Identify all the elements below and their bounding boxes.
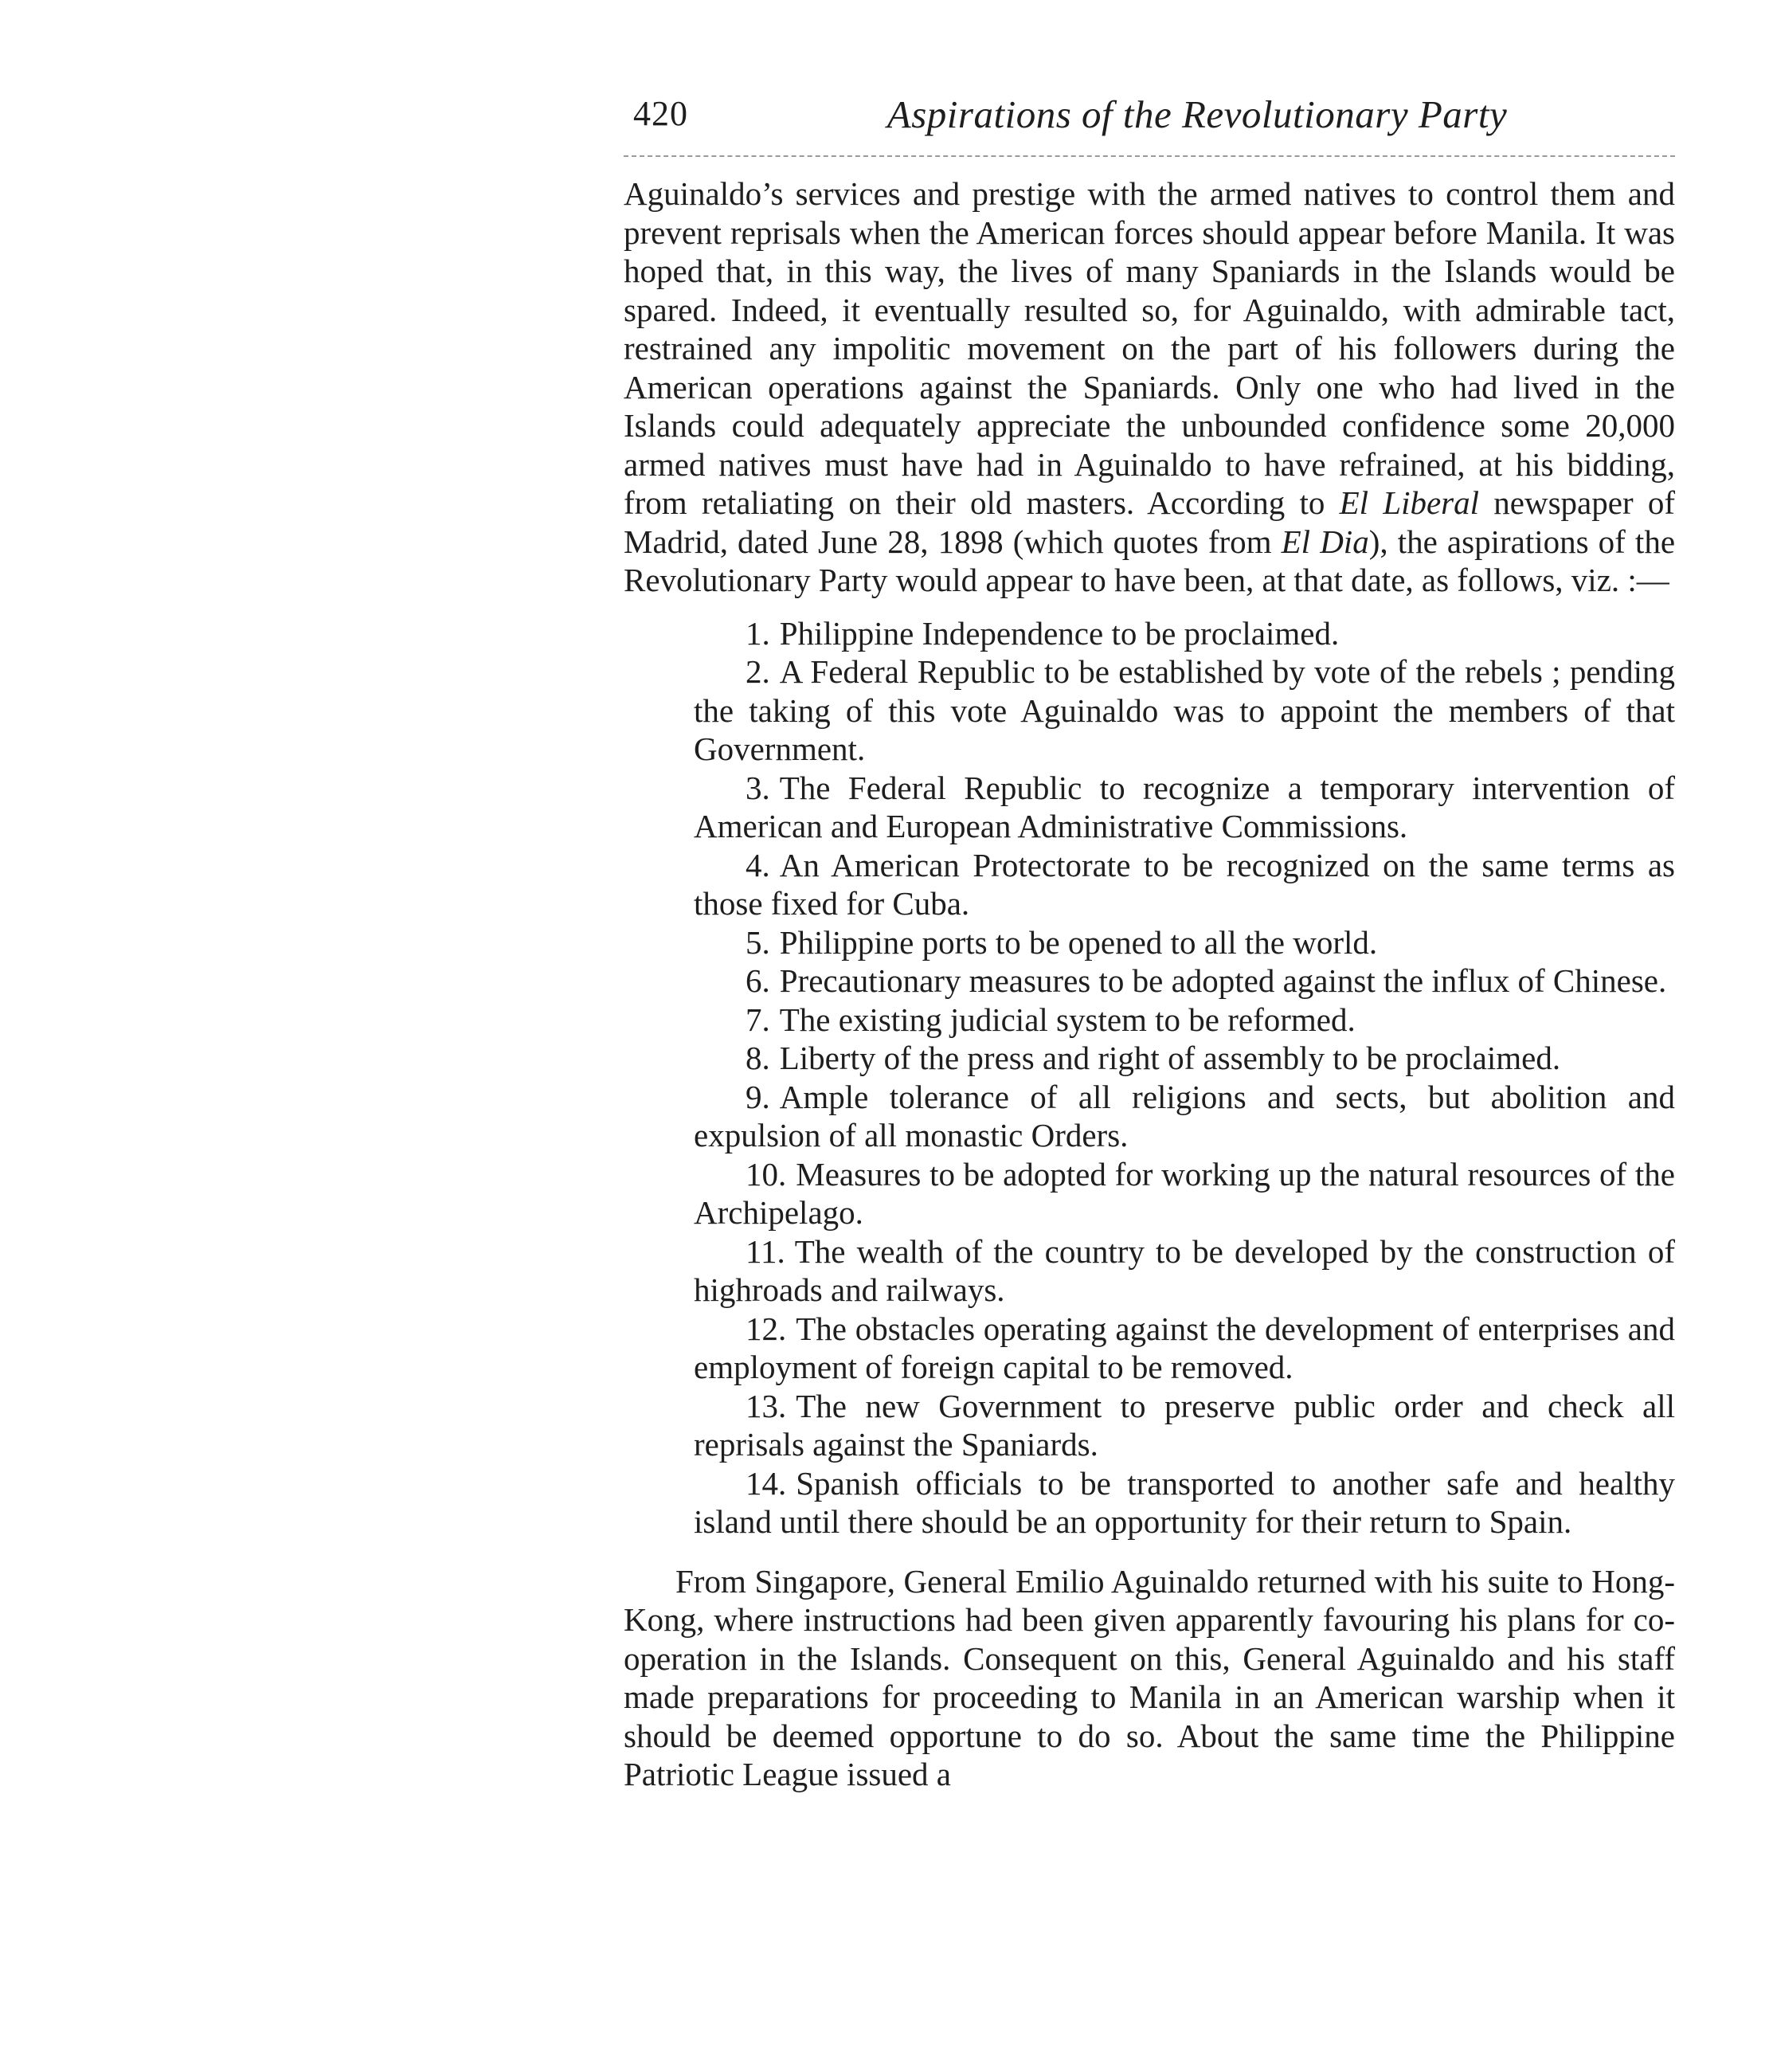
- item-text: The existing judicial system to be reformed.: [779, 1001, 1356, 1038]
- item-text: Ample tolerance of all religions and sects, but abolition and expulsion of all monastic Orders.: [694, 1078, 1675, 1154]
- item-text: An American Protectorate to be recognized on the same terms as those fixed for Cuba.: [694, 846, 1675, 922]
- list-item: [694, 962, 1675, 1001]
- item-number: 12.: [746, 1310, 787, 1347]
- item-text: Measures to be adopted for working up the natural resources of the Archipelago.: [694, 1155, 1675, 1231]
- item-number: 5.: [746, 923, 770, 961]
- item-number: 13.: [746, 1387, 787, 1424]
- list-item: [694, 652, 1675, 769]
- item-number: 9.: [746, 1078, 770, 1115]
- intro-text-part-1: Aguinaldo’s services and prestige with the armed natives to control them and prevent reprisals when the American forces should appear before Manila. It was hoped that, in this way, the lives of many Spaniards in the Islands would be spared. Indeed, it eventually resulted so, for Aguinaldo, with admirable tact, restrained any impolitic movement on the part of his followers during the American operations against the Spaniards. Only one who had lived in the Islands could adequately appreciate the unbounded confidence some 20,000 armed natives must have had in Aguinaldo to have refrained, at his bidding, from retaliating on their old masters. According to: [624, 175, 1675, 521]
- closing-paragraph: From Singapore, General Emilio Aguinaldo returned with his suite to Hong-Kong, where instructions had been given apparently favouring his plans for co-operation in the Islands. Consequent on this, General Aguinaldo and his staff made preparations for proceeding to Manila in an American warship when it should be deemed opportune to do so. About the same time the Philippine Patriotic League issued a: [624, 1562, 1675, 1792]
- list-item: [694, 1464, 1675, 1541]
- item-text: Philippine Independence to be proclaimed.: [779, 614, 1340, 652]
- item-number: 4.: [746, 846, 770, 883]
- header-rule: [624, 155, 1675, 157]
- list-item: [694, 846, 1675, 923]
- list-item: [694, 1387, 1675, 1464]
- book-page: [624, 92, 1675, 1794]
- list-item: [694, 769, 1675, 846]
- list-item: [694, 1232, 1675, 1310]
- item-text: The wealth of the country to be developed by the construction of highroads and railways.: [694, 1232, 1675, 1308]
- list-item: [694, 1310, 1675, 1387]
- item-number: 14.: [746, 1464, 787, 1502]
- item-number: 11.: [746, 1232, 785, 1270]
- list-item: [694, 1001, 1675, 1040]
- page-number: 420: [633, 94, 688, 133]
- item-text: Philippine ports to be opened to all the world.: [779, 923, 1378, 961]
- item-text: Precautionary measures to be adopted against the influx of Chinese.: [779, 962, 1667, 999]
- item-number: 2.: [746, 653, 770, 690]
- list-item: [694, 1078, 1675, 1155]
- item-number: 8.: [746, 1040, 770, 1076]
- running-head: [624, 92, 1675, 155]
- newspaper-title-el-liberal: El Liberal: [1339, 484, 1480, 521]
- list-item: [694, 1155, 1675, 1232]
- list-item: [694, 1039, 1675, 1078]
- aspirations-list: [694, 614, 1675, 1541]
- item-number: 7.: [746, 1001, 770, 1038]
- newspaper-title-el-dia: El Dia: [1281, 523, 1369, 560]
- running-title: Aspirations of the Revolutionary Party: [886, 92, 1508, 136]
- intro-paragraph: [624, 174, 1675, 600]
- list-item: [694, 614, 1675, 653]
- item-number: 3.: [746, 769, 770, 806]
- item-text: The new Government to preserve public order and check all reprisals against the Spaniards.: [694, 1387, 1675, 1463]
- item-text: Liberty of the press and right of assembly to be proclaimed.: [779, 1040, 1561, 1076]
- item-text: The Federal Republic to recognize a temporary intervention of American and European Administrative Commissions.: [694, 769, 1675, 844]
- item-text: Spanish officials to be transported to another safe and healthy island until there should be an opportunity for their return to Spain.: [694, 1464, 1675, 1540]
- item-number: 1.: [746, 614, 770, 652]
- list-item: [694, 923, 1675, 962]
- item-text: The obstacles operating against the development of enterprises and employment of foreign capital to be removed.: [694, 1310, 1675, 1385]
- item-number: 6.: [746, 962, 770, 999]
- item-text: A Federal Republic to be established by vote of the rebels ; pending the taking of this vote Aguinaldo was to appoint the members of that Government.: [694, 653, 1675, 767]
- item-number: 10.: [746, 1155, 787, 1193]
- intro-text-part-3: ), the aspirations of the Revolutionary Party would appear to have been, at that date, as follows, viz. :—: [624, 523, 1676, 598]
- intro-text-part-2: newspaper of Madrid, dated June 28, 1898 (which quotes from: [624, 484, 1675, 560]
